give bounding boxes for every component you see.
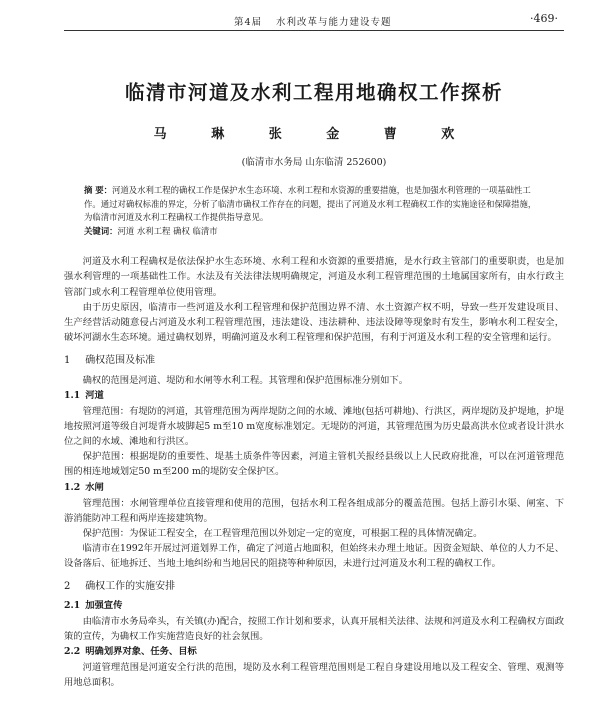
authors: 马 琳 张 金 曹 欢 (153, 127, 475, 142)
section-heading-2-1: 2.1 加强宣传 (64, 599, 123, 611)
paragraph: 管理范围：有堤防的河道，其管理范围为两岸堤防之间的水域、滩地(包括可耕地)、行洪区，两岸堤防及护堤地，护堤地按照河道等级自河堤背水坡脚起5 m至10 m宽度标准划定。无堤防的河道，其管理范围为历史最高洪水位或者设计洪水位之间的水域、滩地和行洪区。 (64, 406, 564, 448)
abstract-text: 河道及水利工程的确权工作是保护水生态环境、水利工程和水资源的重要措施，也是加强水利管理的一项基础性工作。通过对确权标准的界定，分析了临清市确权工作存在的问题，提出了河道及水利工程确权工作的实施途径和保障措施，为临清市河道及水利工程确权工作提供指导意见。 (84, 185, 537, 223)
section-label: 水利改革与能力建设专题 (276, 17, 392, 28)
paragraph: 管理范围：水闸管理单位直接管理和使用的范围，包括水利工程各组成部分的覆盖范围。包括上游引水渠、闸室、下游消能防冲工程和两岸连接建筑物。 (64, 497, 564, 524)
affiliation: (临清市水务局 山东临清 252600) (241, 157, 387, 168)
keywords (84, 225, 538, 239)
abstract-label: 摘 要： (84, 185, 113, 195)
paragraph: 保护范围：为保证工程安全，在工程管理范围以外划定一定的宽度，可根据工程的具体情况确定。 (82, 527, 483, 539)
paragraph: 河道管理范围是河道安全行洪的范围，堤防及水利工程管理范围则是工程自身建设用地以及工程安全、管理、观测等用地总面积。 (64, 662, 564, 689)
paragraph: 保护范围：根据堤防的重要性、堤基土质条件等因素，河道主管机关报经县级以上人民政府批准，可以在河道管理范围的相连地域划定50 m至200 m的堤防安全保护区。 (64, 451, 564, 478)
abstract-block (64, 184, 564, 238)
section-heading-1: 1 确权范围及标准 (64, 354, 156, 366)
keywords-text: 河道 水利工程 确权 临清市 (117, 225, 218, 236)
running-head (64, 0, 564, 31)
conference-label: 第4届 (234, 17, 263, 28)
section-heading-1-1: 1.1 河道 (64, 390, 104, 402)
paragraph: 由临清市水务局牵头，有关镇(办)配合，按照工作计划和要求，认真开展相关法律、法规和河道及水利工程确权方面政策的宣传，为确权工作实施营造良好的社会氛围。 (64, 615, 564, 643)
article-body (64, 254, 564, 690)
section-heading-2: 2 确权工作的实施安排 (64, 580, 176, 592)
paragraph: 河道及水利工程确权是依法保护水生态环境、水利工程和水资源的重要措施，是水行政主管部门的重要职责，也是加强水利管理的一项基础性工作。水法及有关法律法规明确规定，河道及水利工程管理范围的土地属国家所有，由水行政主管部门或水利工程管理单位使用管理。 (64, 256, 564, 298)
paragraph: 由于历史原因，临清市一些河道及水利工程管理和保护范围边界不清、水土资源产权不明，导致一些开发建设项目、生产经营活动随意侵占河道及水利工程管理范围，违法建设、违法耕种、违法设障等现象时有发生，影响水利工程安全，破坏河湖水生态环境。通过确权划界，明确河道及水利工程管理和保护范围，有利于河道及水利工程的安全管理和运行。 (64, 301, 564, 343)
running-head-left (234, 14, 392, 28)
section-heading-2-2: 2.2 明确划界对象、任务、目标 (64, 646, 197, 658)
keywords-label: 关键词： (84, 225, 118, 236)
paragraph: 确权的范围是河道、堤防和水闸等水利工程。其管理和保护范围标准分别如下。 (82, 374, 408, 386)
paragraph: 临清市在1992年开展过河道划界工作，确定了河道占地面积，但始终未办理土地证。因资金短缺、单位的人力不足、设备落后、征地拆迁、当地土地纠纷和当地居民的阻挠等种种原因，未进行过河道及水利工程的确权工作。 (64, 542, 564, 569)
section-heading-1-2: 1.2 水闸 (64, 481, 104, 493)
page-number: ·469· (530, 12, 558, 25)
paper-title: 临清市河道及水利工程用地确权工作探析 (124, 81, 503, 104)
abstract (84, 184, 538, 225)
